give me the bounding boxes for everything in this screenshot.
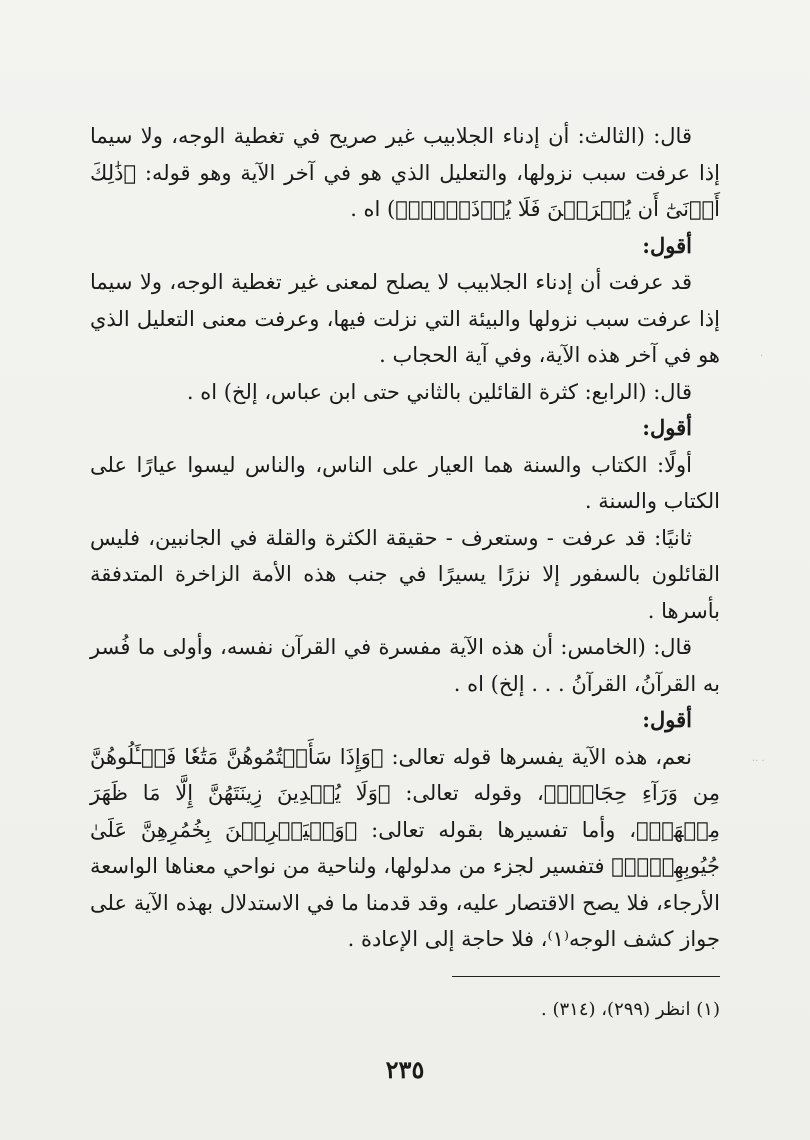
paragraph-reply-2a: أولًا: الكتاب والسنة هما العيار على الناس، والناس ليسوا عيارًا على الكتاب والسنة .: [90, 452, 720, 513]
scan-speck: ·: [760, 351, 764, 362]
paragraph-reply-1: قد عرفت أن إدناء الجلابيب لا يصلح لمعنى غير تغطية الوجه، ولا سيما إذا عرفت سبب نزولها والبيئة التي نزلت فيها، وعرفت معنى التعليل الذي هو في آخر هذه الآية، وفي آية الحجاب .: [90, 270, 720, 367]
heading-aqul-2: أقول:: [642, 415, 692, 440]
paragraph-reply-3: نعم، هذه الآية يفسرها قوله تعالى: ﴿وَإِذَا سَأَلۡتُمُوهُنَّ مَتَٰعٗا فَسۡـَٔلُوهُنَّ مِن وَرَآءِ حِجَابٖۚ﴾، وقوله تعالى: ﴿وَلَا يُبۡدِينَ زِينَتَهُنَّ إِلَّا مَا ظَهَرَ مِنۡهَاۖ﴾، وأما تفسيرها بقوله تعالى: ﴿وَلۡيَضۡرِبۡنَ بِخُمُرِهِنَّ عَلَىٰ جُيُوبِهِنَّۖ﴾ فتفسير لجزء من مدلولها، ولناحية من نواحي معناها الواسعة الأرجاء، فلا يصح الاقتصار عليه، وقد قدمنا ما في الاستدلال بهذه الآية على جواز كشف الوجه⁽١⁾، فلا حاجة إلى الإعادة .: [90, 744, 720, 951]
paragraph-reply-2b: ثانيًا: قد عرفت - وستعرف - حقيقة الكثرة والقلة في الجانبين، فليس القائلون بالسفور إلا نزرًا يسيرًا في جنب هذه الأمة الزاخرة المتدفقة بأسرها .: [90, 525, 720, 623]
footnote: (١) انظر (٢٩٩)، (٣١٤) .: [541, 999, 720, 1020]
paragraph-fifth-claim: قال: (الخامس: أن هذه الآية مفسرة في القرآن نفسه، وأولى ما فُسر به القرآنُ، القرآنُ . . . إلخ) اه .: [90, 635, 720, 696]
main-text: [90, 118, 720, 958]
scan-speck: ·· ·: [752, 756, 765, 767]
paragraph-fourth-claim: قال: (الرابع: كثرة القائلين بالثاني حتى ابن عباس، إلخ) اه .: [186, 379, 692, 404]
paragraph-third-claim: قال: (الثالث: أن إدناء الجلابيب غير صريح في تغطية الوجه، ولا سيما إذا عرفت سبب نزولها، والتعليل الذي هو في آخر الآية وهو قوله: ﴿ذَٰلِكَ أَدۡنَىٰٓ أَن يُعۡرَفۡنَ فَلَا يُؤۡذَيۡنَۗ﴾) اه .: [90, 124, 720, 221]
heading-aqul-1: أقول:: [642, 232, 692, 258]
heading-aqul-3: أقول:: [642, 707, 692, 732]
footnote-separator: [452, 976, 720, 977]
page-number: ٢٣٥: [385, 1055, 425, 1084]
